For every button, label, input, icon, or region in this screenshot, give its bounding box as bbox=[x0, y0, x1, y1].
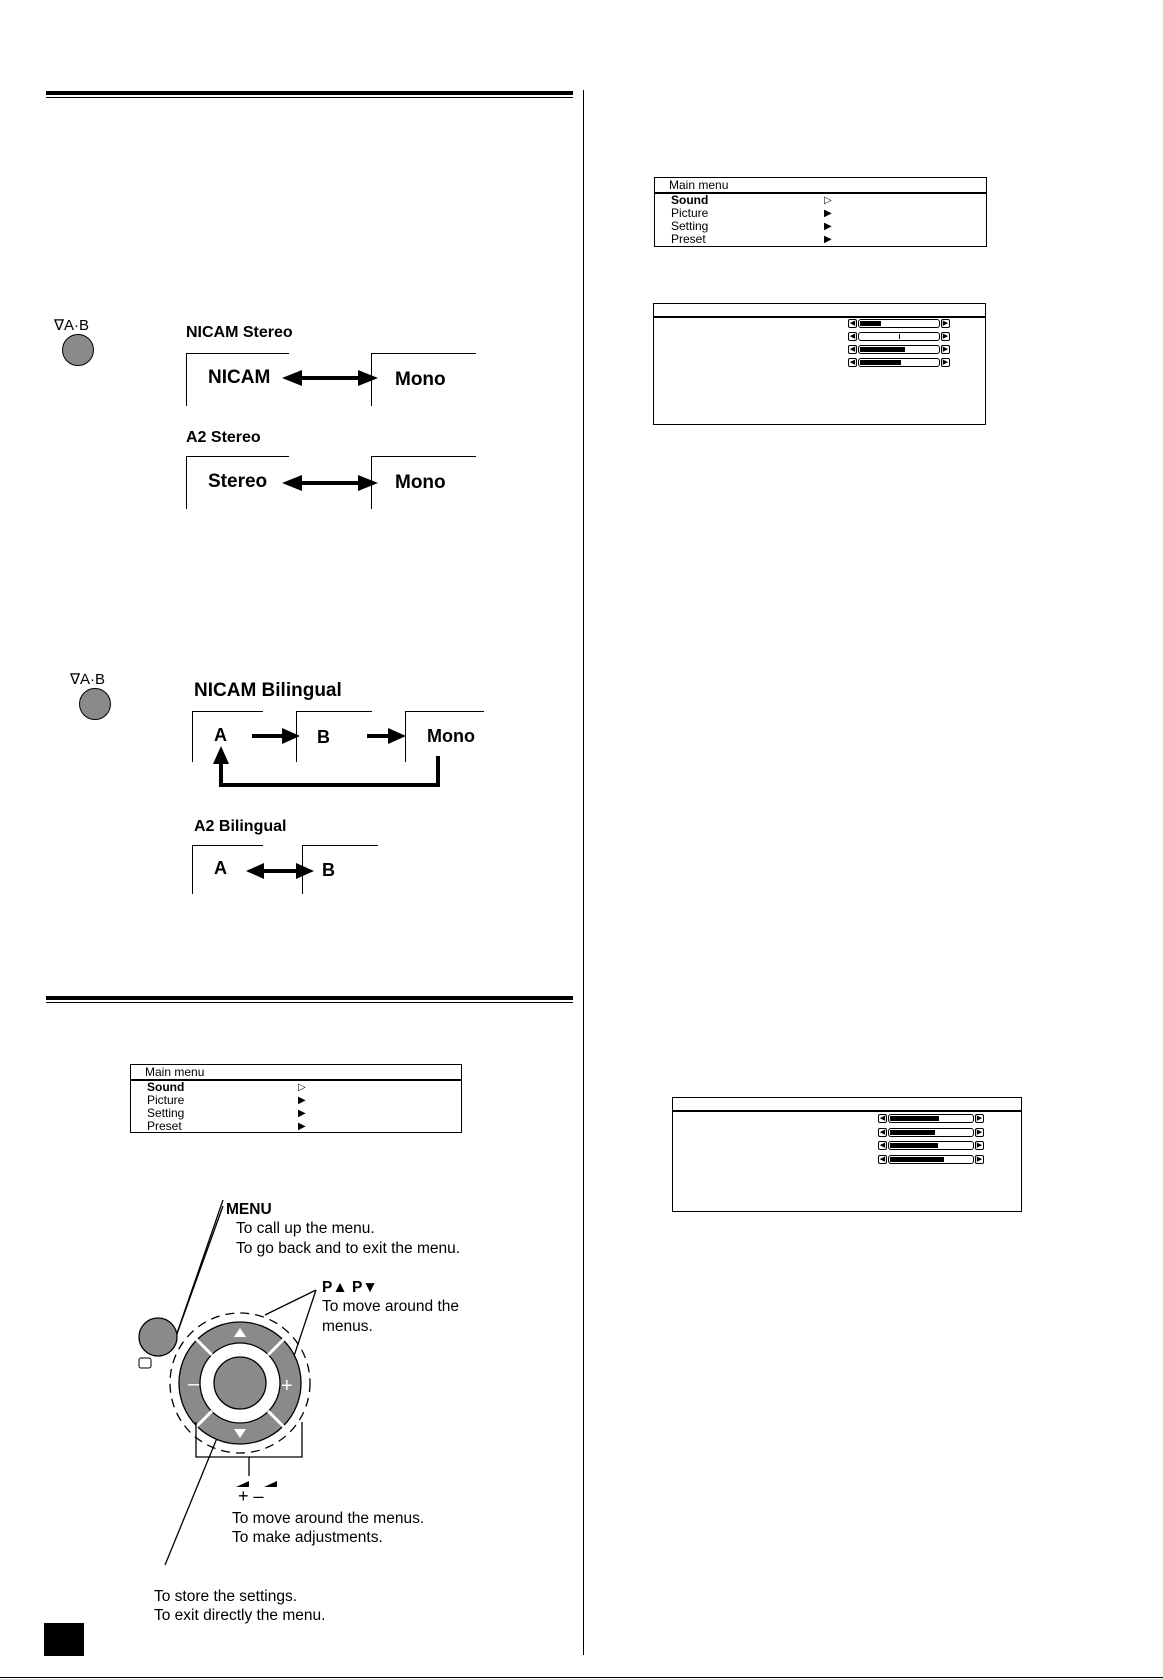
slider-fill bbox=[890, 1116, 939, 1121]
sound-panel-bottom bbox=[672, 1097, 1022, 1212]
decrease-icon[interactable]: ◀ bbox=[849, 359, 856, 366]
volume-line2: To make adjustments. bbox=[232, 1529, 383, 1546]
slider-track[interactable] bbox=[888, 1128, 974, 1137]
menu-arrow-icon: ▶ bbox=[298, 1095, 306, 1106]
decrease-icon[interactable]: ◀ bbox=[849, 320, 856, 327]
mono-label-3: Mono bbox=[427, 726, 475, 746]
mono-label-2: Mono bbox=[395, 472, 446, 493]
slider-fill bbox=[860, 321, 881, 326]
main-menu-title: Main menu bbox=[145, 1065, 205, 1079]
double-arrow-1 bbox=[280, 366, 380, 390]
b-label-2: B bbox=[322, 860, 335, 880]
ab-button-2[interactable] bbox=[79, 688, 111, 720]
increase-icon[interactable]: ▶ bbox=[976, 1128, 983, 1136]
nicam-label: NICAM bbox=[208, 367, 271, 388]
svg-text:+: + bbox=[281, 1375, 293, 1397]
menu-key-line2: To go back and to exit the menu. bbox=[236, 1240, 461, 1257]
menu-arrow-open-icon: ▷ bbox=[298, 1082, 306, 1093]
a-label-2: A bbox=[214, 858, 227, 878]
slider-track[interactable] bbox=[858, 345, 940, 354]
menu-item-setting[interactable]: Setting bbox=[147, 1106, 185, 1120]
nicam-stereo-heading: NICAM Stereo bbox=[186, 324, 293, 341]
slider-track[interactable] bbox=[858, 358, 940, 367]
bilingual-cycle-arrows bbox=[200, 720, 460, 792]
slider-center-marker bbox=[899, 334, 900, 339]
slider-fill bbox=[890, 1143, 938, 1148]
level-slider[interactable] bbox=[878, 1114, 984, 1123]
p-keys-line2: menus. bbox=[322, 1318, 373, 1335]
menu-item-preset[interactable]: Preset bbox=[671, 232, 706, 246]
page-number-tab bbox=[44, 1623, 84, 1656]
nicam-bilingual-heading: NICAM Bilingual bbox=[194, 680, 342, 701]
section-rule-top bbox=[46, 91, 573, 95]
section-rule-menu-thin bbox=[46, 1002, 573, 1003]
slider-track[interactable] bbox=[888, 1114, 974, 1123]
slider-track[interactable] bbox=[888, 1155, 974, 1164]
decrease-icon[interactable]: ◀ bbox=[879, 1128, 886, 1136]
ab-button-label-2: ∇A·B bbox=[70, 671, 106, 688]
menu-item-setting[interactable]: Setting bbox=[671, 219, 709, 233]
menu-item-sound[interactable]: Sound bbox=[147, 1080, 185, 1094]
menu-item-sound[interactable]: Sound bbox=[671, 193, 709, 207]
a2-bilingual-heading: A2 Bilingual bbox=[194, 818, 287, 835]
menu-arrow-icon: ▶ bbox=[824, 208, 832, 219]
double-arrow-2 bbox=[280, 471, 380, 495]
b-label: B bbox=[317, 727, 330, 747]
a-label: A bbox=[214, 725, 227, 745]
menu-arrow-icon: ▶ bbox=[824, 234, 832, 245]
decrease-icon[interactable]: ◀ bbox=[879, 1155, 886, 1163]
menu-arrow-icon: ▶ bbox=[298, 1108, 306, 1119]
increase-icon[interactable]: ▶ bbox=[976, 1155, 983, 1163]
decrease-icon[interactable]: ◀ bbox=[849, 333, 856, 340]
slider-track[interactable] bbox=[858, 319, 940, 328]
menu-key-line1: To call up the menu. bbox=[236, 1220, 375, 1237]
stereo-label: Stereo bbox=[208, 471, 268, 492]
ok-line2: To exit directly the menu. bbox=[154, 1607, 326, 1624]
volume-symbols: + – bbox=[238, 1486, 264, 1506]
ok-line1: To store the settings. bbox=[154, 1588, 298, 1605]
increase-icon[interactable]: ▶ bbox=[942, 320, 949, 327]
increase-icon[interactable]: ▶ bbox=[942, 346, 949, 353]
mono-label-1: Mono bbox=[395, 369, 446, 390]
a2-stereo-heading: A2 Stereo bbox=[186, 429, 261, 446]
menu-arrow-open-icon: ▷ bbox=[824, 195, 832, 206]
page-bottom-line bbox=[0, 1677, 1163, 1678]
svg-text:–: – bbox=[188, 1373, 200, 1395]
decrease-icon[interactable]: ◀ bbox=[879, 1142, 886, 1149]
increase-icon[interactable]: ▶ bbox=[976, 1142, 983, 1149]
decrease-icon[interactable]: ◀ bbox=[879, 1115, 886, 1122]
menu-key-heading: MENU bbox=[226, 1201, 272, 1218]
level-slider[interactable] bbox=[878, 1155, 984, 1164]
menu-arrow-icon: ▶ bbox=[298, 1121, 306, 1132]
sound-panel-top bbox=[653, 303, 986, 425]
main-menu-box-left bbox=[130, 1064, 462, 1133]
level-slider[interactable] bbox=[848, 358, 950, 367]
menu-item-picture[interactable]: Picture bbox=[671, 206, 709, 220]
ab-button-label: ∇A·B bbox=[54, 317, 90, 334]
volume-line1: To move around the menus. bbox=[232, 1510, 425, 1527]
slider-fill bbox=[890, 1157, 944, 1162]
panel-divider bbox=[654, 316, 985, 318]
column-divider bbox=[583, 90, 584, 1655]
slider-track[interactable] bbox=[858, 332, 940, 341]
level-slider[interactable] bbox=[848, 319, 950, 328]
section-rule-top-thin bbox=[46, 97, 573, 98]
main-menu-box-right bbox=[654, 177, 987, 247]
increase-icon[interactable]: ▶ bbox=[976, 1115, 983, 1122]
menu-item-picture[interactable]: Picture bbox=[147, 1093, 185, 1107]
slider-track[interactable] bbox=[888, 1141, 974, 1150]
p-keys-line1: To move around the bbox=[322, 1298, 460, 1315]
slider-fill bbox=[860, 360, 901, 365]
slider-fill bbox=[860, 347, 905, 352]
decrease-icon[interactable]: ◀ bbox=[849, 346, 856, 353]
main-menu-title: Main menu bbox=[669, 178, 729, 192]
level-slider[interactable] bbox=[878, 1141, 984, 1150]
level-slider[interactable] bbox=[848, 332, 950, 341]
panel-divider bbox=[673, 1110, 1021, 1112]
menu-item-preset[interactable]: Preset bbox=[147, 1119, 182, 1133]
ab-button[interactable] bbox=[62, 334, 94, 366]
menu-arrow-icon: ▶ bbox=[824, 221, 832, 232]
level-slider[interactable] bbox=[878, 1128, 984, 1137]
slider-fill bbox=[890, 1130, 935, 1135]
level-slider[interactable] bbox=[848, 345, 950, 354]
increase-icon[interactable]: ▶ bbox=[942, 359, 949, 366]
p-keys-heading: P▲ P▼ bbox=[322, 1279, 378, 1296]
section-rule-menu bbox=[46, 996, 573, 1000]
increase-icon[interactable]: ▶ bbox=[942, 333, 949, 340]
double-arrow-3 bbox=[244, 860, 316, 882]
